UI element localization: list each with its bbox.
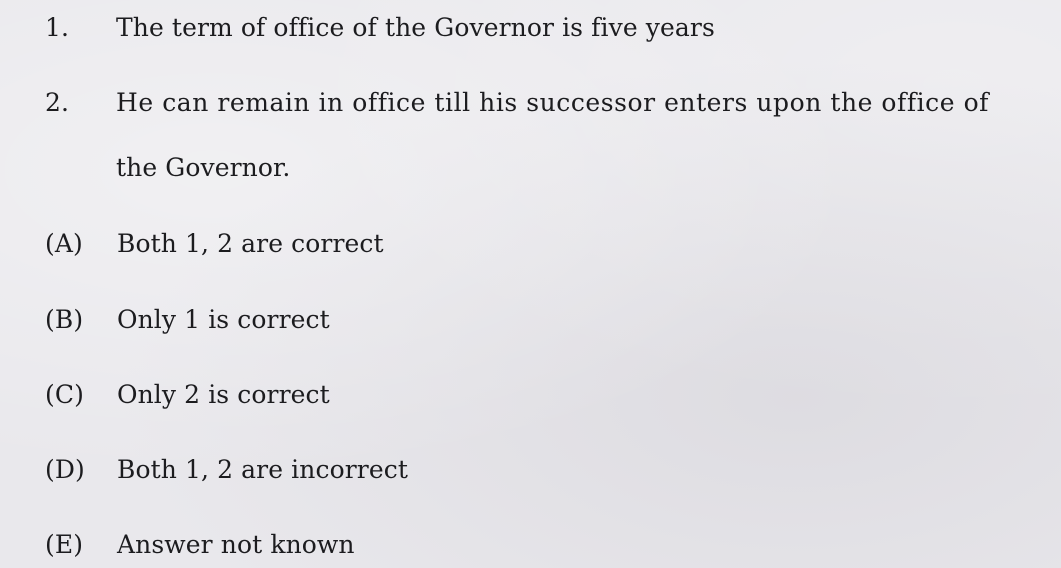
option-label: (D) <box>45 455 85 484</box>
statement-1 <box>0 13 1061 43</box>
option-a[interactable] <box>0 229 1061 259</box>
statement-number: 2. <box>45 88 70 117</box>
option-label: (C) <box>45 380 84 409</box>
statement-number: 1. <box>45 13 70 42</box>
statement-text: The term of office of the Governor is five years <box>116 13 715 42</box>
statement-text: He can remain in office till his successor enters upon the office of <box>116 88 989 117</box>
option-e[interactable] <box>0 530 1061 560</box>
option-label: (A) <box>45 229 83 258</box>
option-d[interactable] <box>0 455 1061 485</box>
statement-2 <box>0 88 1061 118</box>
option-label: (E) <box>45 530 84 559</box>
option-label: (B) <box>45 305 84 334</box>
option-b[interactable] <box>0 305 1061 335</box>
option-text: Both 1, 2 are correct <box>117 229 384 258</box>
option-text: Only 2 is correct <box>117 380 330 409</box>
option-text: Answer not known <box>117 530 355 559</box>
statement-2-continuation <box>0 153 1061 183</box>
option-text: Both 1, 2 are incorrect <box>117 455 408 484</box>
option-text: Only 1 is correct <box>117 305 330 334</box>
option-c[interactable] <box>0 380 1061 410</box>
statement-text-continuation: the Governor. <box>116 153 291 182</box>
